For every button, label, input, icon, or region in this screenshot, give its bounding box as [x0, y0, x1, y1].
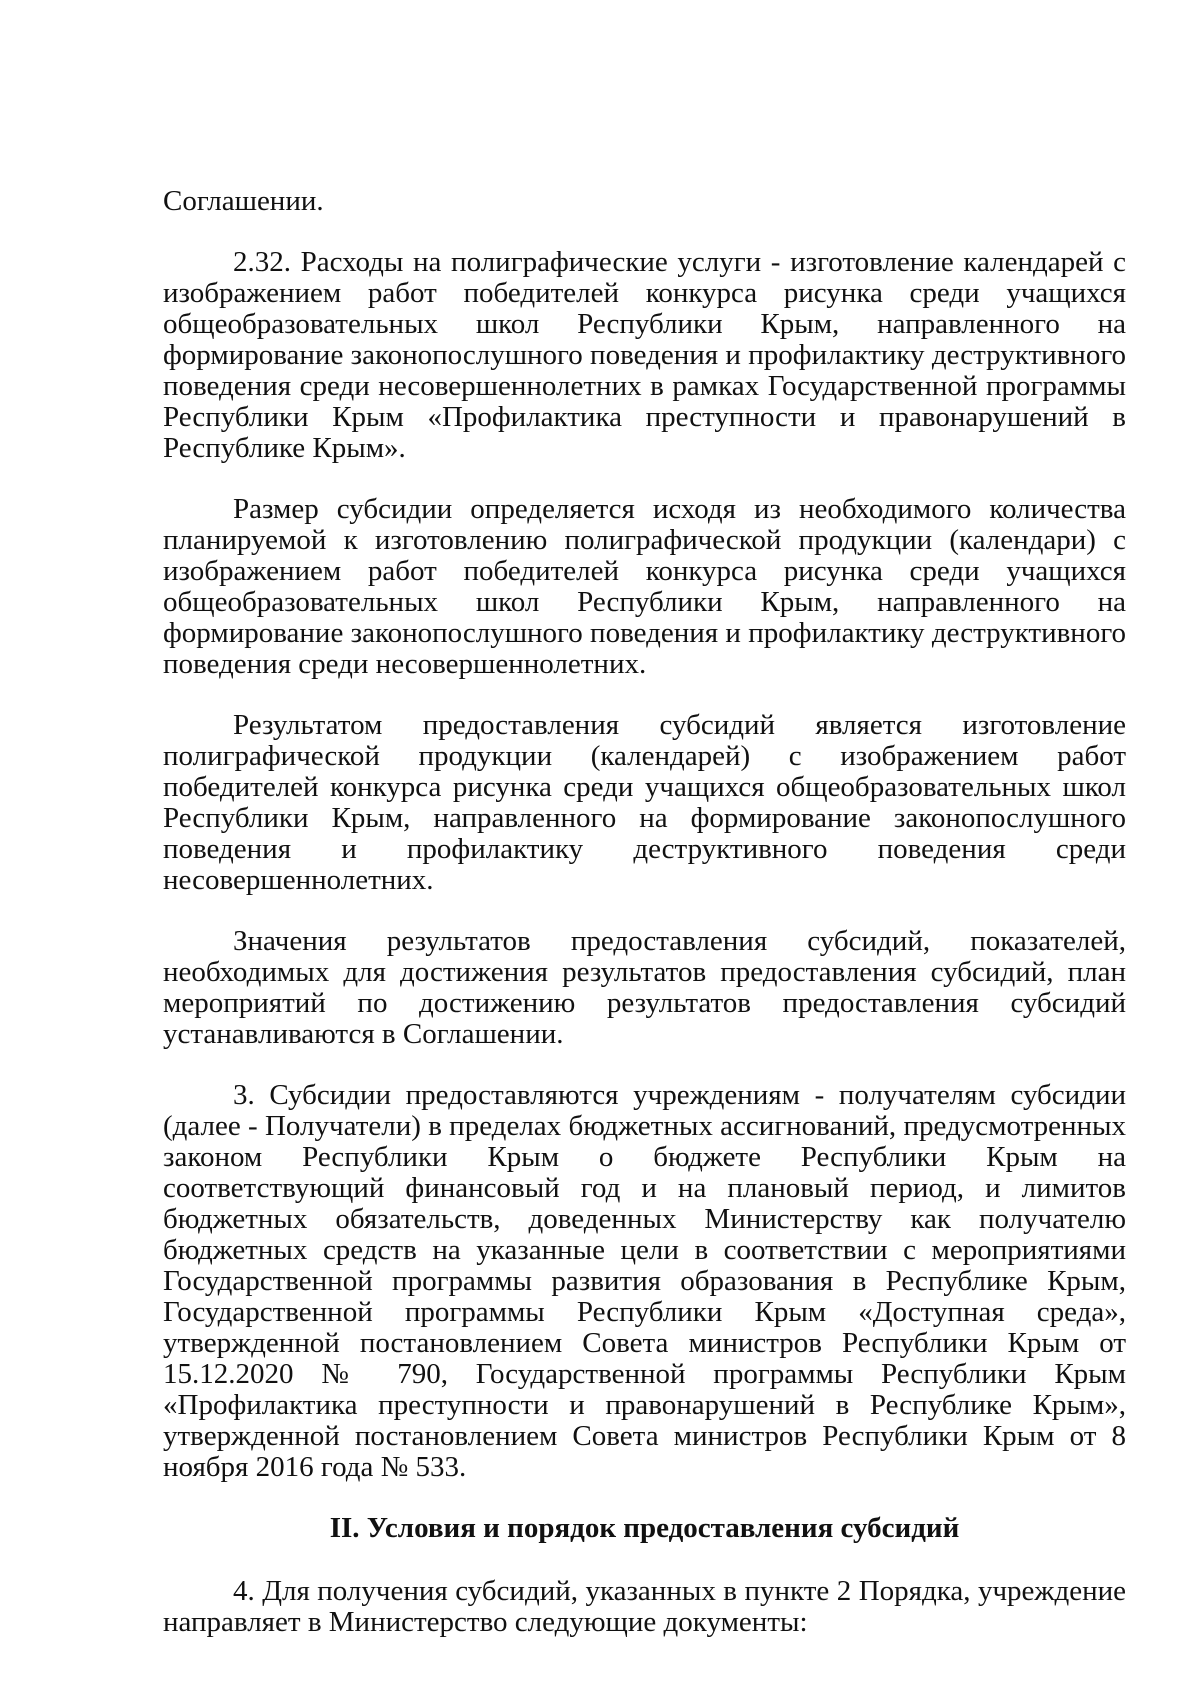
paragraph-2-32: 2.32. Расходы на полиграфические услуги - изготовление календарей с изображением работ победителей конкурса рисунка среди учащихся общеобразовательных школ Республики Крым, направленного на формирование законопослушного поведения и профилактику деструктивного поведения среди несовершеннолетних в рамках Государственной программы Республики Крым «Профилактика преступности и правонарушений в Республике Крым». — [163, 246, 1126, 464]
paragraph-subsidy-size: Размер субсидии определяется исходя из необходимого количества планируемой к изготовлению полиграфической продукции (календари) с изображением работ победителей конкурса рисунка среди учащихся общеобразовательных школ Республики Крым, направленного на формирование законопослушного поведения и профилактику деструктивного поведения среди несовершеннолетних. — [163, 493, 1126, 680]
paragraph-continuation: Соглашении. — [163, 185, 324, 217]
paragraph-3: 3. Субсидии предоставляются учреждениям - получателям субсидии (далее - Получатели) в пределах бюджетных ассигнований, предусмотренных законом Республики Крым о бюджете Республики Крым на соответствующий финансовый год и на плановый период, и лимитов бюджетных обязательств, доведенных Министерству как получателю бюджетных средств на указанные цели в соответствии с мероприятиями Государственной программы развития образования в Республике Крым, Государственной программы Республики Крым «Доступная среда», утвержденной постановлением Совета министров Республики Крым от 15.12.2020 № 790, Государственной программы Республики Крым «Профилактика преступности и правонарушений в Республике Крым», утвержденной постановлением Совета министров Республики Крым от 8 ноября 2016 года № 533. — [163, 1079, 1126, 1483]
paragraph-subsidy-result: Результатом предоставления субсидий является изготовление полиграфической продукции (календарей) с изображением работ победителей конкурса рисунка среди учащихся общеобразовательных школ Республики Крым, направленного на формирование законопослушного поведения и профилактику деструктивного поведения среди несовершеннолетних. — [163, 709, 1126, 896]
paragraph-4: 4. Для получения субсидий, указанных в пункте 2 Порядка, учреждение направляет в Министерство следующие документы: — [163, 1575, 1126, 1638]
paragraph-result-values: Значения результатов предоставления субсидий, показателей, необходимых для достижения результатов предоставления субсидий, план мероприятий по достижению результатов предоставления субсидий устанавливаются в Соглашении. — [163, 925, 1126, 1050]
section-heading: II. Условия и порядок предоставления субсидий — [329, 1512, 960, 1544]
document-body — [163, 186, 1126, 1668]
